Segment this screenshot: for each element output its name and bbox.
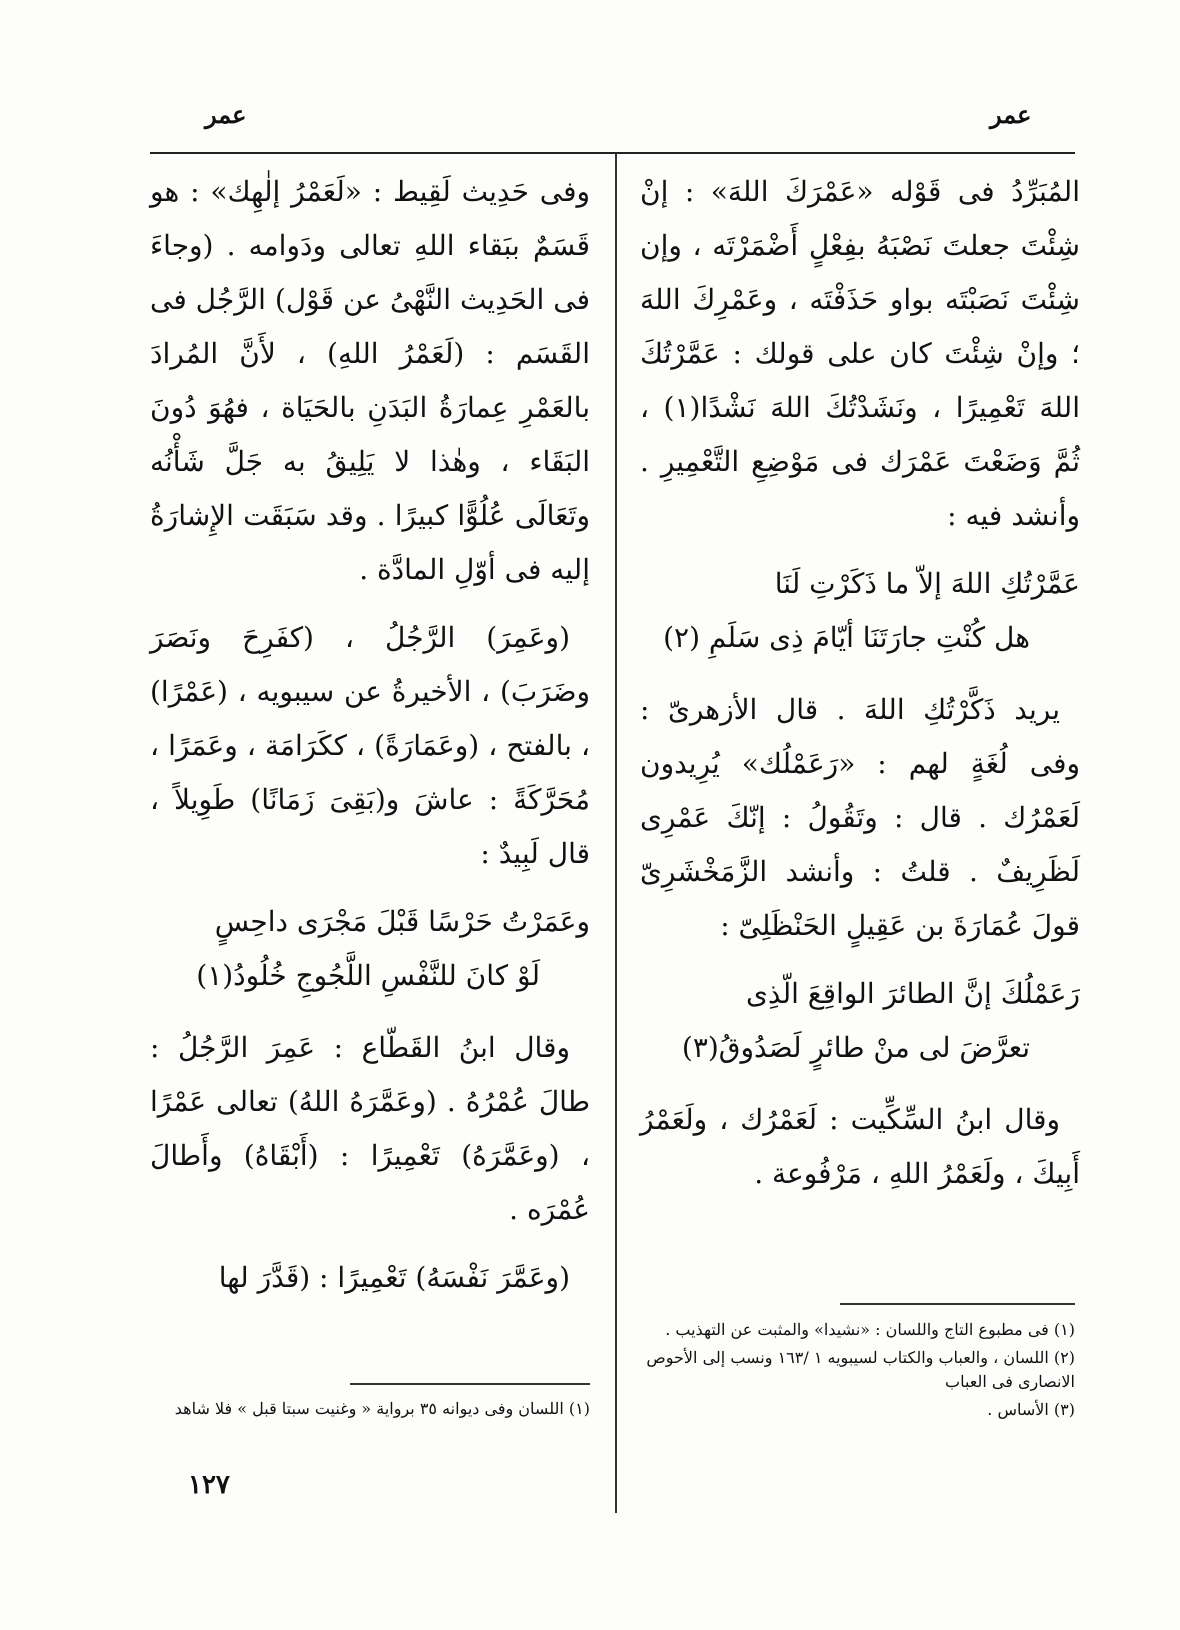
left-paragraph-1: وفى حَدِيث لَقِيط : «لَعَمْرُ إلٰهِك» : هو قَسَمٌ ببَقاء اللهِ تعالى ودَوامه . (وجاءَ فى الحَدِيث النَّهْىُ عن قَوْل) الرَّجُل فى القَسَم : (لَعَمْرُ اللهِ) ، لأَنَّ المُرادَ بالعَمْرِ عِمارَةُ البَدَنِ بالحَيَاة ، فهُوَ دُونَ البَقَاء ، وهٰذا لا يَلِيقُ به جَلَّ شَأْنُه وتَعَالَى عُلُوًّا كبيرًا . وقد سَبَقَت الإِشارَةُ إليه فى أوّلِ المادَّة . — [150, 175, 590, 586]
right-verse-1-line-2: هل كُنْتِ جارَتَنَا أيّامَ ذِى سَلَمِ (٢) — [663, 621, 1030, 654]
left-verse-line-1: وعَمَرْتُ حَرْسًا قَبْلَ مَجْرَى داحِسٍ — [214, 905, 590, 938]
left-verse-line-2: لَوْ كانَ للنَّفْسِ اللَّجُوجِ خُلُودُ(١) — [196, 959, 540, 992]
page-number: ١٢٧ — [188, 1470, 230, 1500]
right-paragraph-2: يريد ذَكَّرْتُكِ اللهَ . قال الأزهرىّ : وفى لُغَةٍ لهم : «رَعَمْلُك» يُرِيدون لَعَمْرُك . قال : وتَقُولُ : إنّكَ عَمْرِى لَظَرِيفٌ . قلتُ : وأنشد الزَّمَخْشَرِىّ قولَ عُمَارَةَ بن عَقِيلٍ الحَنْظَلِىّ : — [640, 693, 1080, 942]
left-footnotes — [150, 1397, 590, 1425]
running-head-left: عمر — [205, 100, 247, 129]
left-footnote-1: (١) اللسان وفى ديوانه ٣٥ برواية « وغنيت سبتا قبل » فلا شاهد — [174, 1399, 590, 1418]
left-column — [150, 165, 590, 1319]
header-rule — [150, 152, 1075, 154]
right-footnotes — [640, 1318, 1075, 1426]
left-paragraph-4: (وعَمَّرَ نَفْسَهُ) تَعْمِيرًا : (قَدَّرَ لها — [218, 1261, 570, 1294]
right-column — [640, 165, 1080, 1215]
left-paragraph-2: (وعَمِرَ) الرَّجُلُ ، (كفَرِحَ ونَصَرَ وضَرَبَ) ، الأخيرةُ عن سيبويه ، (عَمْرًا) ، بالفتح ، (وعَمَارَةً) ، ككَرَامَة ، وعَمَرًا ، مُحَرَّكَةً : عاشَ و(بَقِىَ زَمَانًا) طَوِيلاً ، قال لَبِيدٌ : — [150, 621, 590, 870]
right-footnote-rule — [840, 1303, 1075, 1305]
right-paragraph-1: المُبَرِّدُ فى قَوْله «عَمْرَكَ اللهَ» : إنْ شِئْتَ جعلتَ نَصْبَهُ بفِعْلٍ أَضْمَرْتَه ، وإن شِئْتَ نَصَبْتَه بواو حَذَفْتَه ، وعَمْرِكَ اللهَ ؛ وإنْ شِئْتَ كان على قولك : عَمَّرْتُكَ اللهَ تَعْمِيرًا ، ونَشَدْتُكَ اللهَ نَشْدًا(١) ، ثُمَّ وَضَعْتَ عَمْرَك فى مَوْضِعِ التَّعْمِيرِ . وأنشد فيه : — [640, 175, 1080, 532]
right-verse-2 — [640, 967, 1080, 1075]
left-verse — [150, 895, 590, 1003]
column-divider — [615, 153, 617, 1513]
right-paragraph-3: وقال ابنُ السِّكِّيت : لَعَمْرُك ، ولَعَمْرُ أَبِيكَ ، ولَعَمْرُ اللهِ ، مَرْفُوعة . — [640, 1103, 1080, 1190]
left-footnote-rule — [350, 1383, 590, 1385]
right-verse-1-line-1: عَمَّرْتُكِ اللهَ إلاّ ما ذَكَرْتِ لَنَا — [774, 567, 1080, 600]
right-verse-2-line-2: تعرَّضَ لى منْ طائرٍ لَصَدُوقُ(٣) — [681, 1031, 1030, 1064]
right-footnote-3: (٣) الأساس . — [987, 1400, 1075, 1419]
right-footnote-1: (١) فى مطبوع التاج واللسان : «نشيدا» والمثبت عن التهذيب . — [665, 1320, 1075, 1339]
left-paragraph-3: وقال ابنُ القَطّاع : عَمِرَ الرَّجُلُ : طالَ عُمْرُهُ . (وعَمَّرَهُ اللهُ) تعالى عَمْرًا ، (وعَمَّرَهُ) تَعْمِيرًا : (أَبْقَاهُ) وأَطالَ عُمْرَه . — [150, 1031, 590, 1226]
right-footnote-2: (٢) اللسان ، والعباب والكتاب لسيبويه ١ /١٦٣ ونسب إلى الأحوص الانصارى فى العباب — [646, 1348, 1075, 1391]
right-verse-2-line-1: رَعَمْلُكَ إنَّ الطائرَ الواقِعَ الّذِى — [745, 977, 1080, 1010]
running-head-right: عمر — [990, 100, 1032, 129]
right-verse-1 — [640, 557, 1080, 665]
